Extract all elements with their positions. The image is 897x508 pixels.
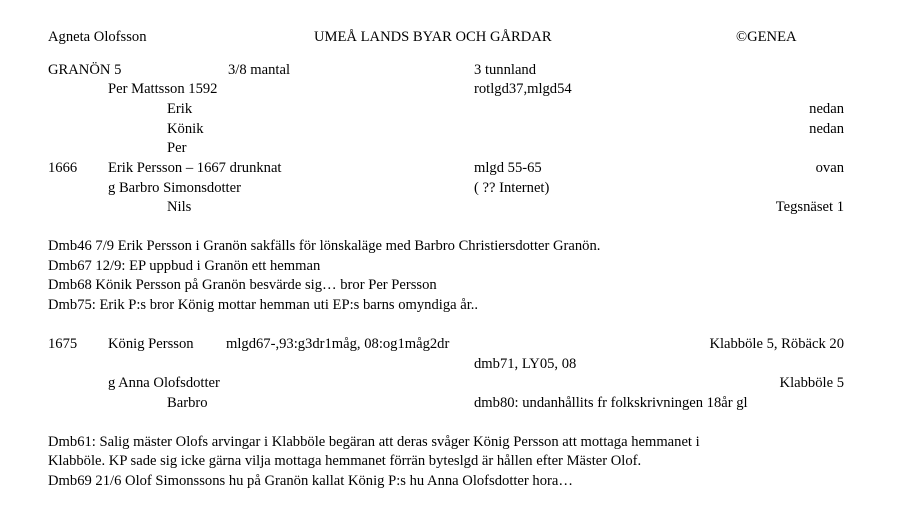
person-note: Klabböle 5, Röbäck 20 [709,336,844,352]
child-name: Per [167,140,187,156]
person-reference: mlgd 55-65 [474,160,542,176]
person-name: Erik Persson – 1667 drunknat [108,160,282,176]
child-note: nedan [809,121,844,137]
spouse-name: g Barbro Simonsdotter [108,180,241,196]
child-name: Nils [167,199,192,215]
year-1666: 1666 [48,160,78,176]
owner-reference: rotlgd37,mlgd54 [474,81,572,97]
spouse-note: Klabböle 5 [779,375,844,391]
farm-name: GRANÖN 5 [48,62,122,78]
note-line: Dmb68 Könik Persson på Granön besvärde sig… bror Per Persson [48,277,437,293]
spouse-reference: ( ?? Internet) [474,180,550,196]
person-note: ovan [815,160,844,176]
child-name: Erik [167,101,193,117]
person-name: König Persson [108,336,194,352]
person-reference: mlgd67-,93:g3dr1måg, 08:og1måg2dr [226,336,450,352]
note-line: Dmb46 7/9 Erik Persson i Granön sakfälls för lönskaläge med Barbro Christiersdotter Granön. [48,238,601,254]
child-note: nedan [809,101,844,117]
spouse-name: g Anna Olofsdotter [108,375,220,391]
note-line: Dmb69 21/6 Olof Simonssons hu på Granön kallat König P:s hu Anna Olofsdotter hora… [48,473,573,489]
child-name: Könik [167,121,204,137]
year-1675: 1675 [48,336,78,352]
header-title: UMEÅ LANDS BYAR OCH GÅRDAR [314,29,552,45]
note-line: Klabböle. KP sade sig icke gärna vilja mottaga hemmanet förrän byteslgd är hållen efter Mäster Olof. [48,453,642,469]
header-author: Agneta Olofsson [48,29,147,45]
farm-land: 3 tunnland [474,62,537,78]
child-name: Barbro [167,395,208,411]
note-line: Dmb61: Salig mäster Olofs arvingar i Klabböle begäran att deras svåger König Persson att mottaga hemmanet i [48,434,700,450]
child-reference: dmb80: undanhållits fr folkskrivningen 18år gl [474,395,748,411]
note-line: Dmb75: Erik P:s bror König mottar hemman uti EP:s barns omyndiga år.. [48,297,479,313]
farm-mantal: 3/8 mantal [228,62,291,78]
owner-name: Per Mattsson 1592 [108,81,218,97]
child-note: Tegsnäset 1 [775,199,844,215]
note-line: Dmb67 12/9: EP uppbud i Granön ett hemman [48,258,321,274]
header-copyright: ©GENEA [736,29,797,45]
person-reference-2: dmb71, LY05, 08 [474,356,577,372]
